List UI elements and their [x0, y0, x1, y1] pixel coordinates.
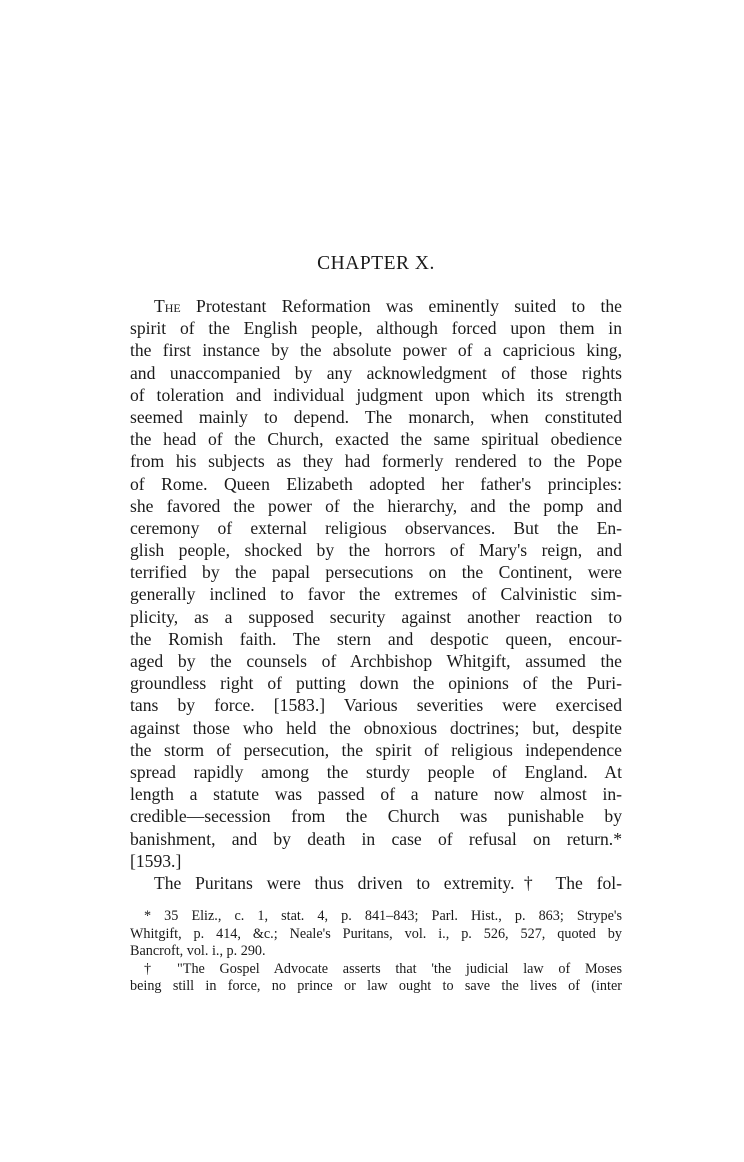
- body-line-18: groundless right of putting down the opinions of the Puri-: [130, 673, 622, 694]
- body-line-6: seemed mainly to depend. The monarch, when constituted: [130, 406, 622, 427]
- body-line-14: generally inclined to favor the extremes of Calvinistic sim-: [130, 584, 622, 605]
- body-line-19: tans by force. [1583.] Various severities were exercised: [130, 695, 622, 716]
- body-line-27: The Puritans were thus driven to extremity.† The fol-: [154, 872, 622, 893]
- body-line-2: spirit of the English people, although forced upon them in: [130, 318, 622, 339]
- body-line-22: spread rapidly among the sturdy people of England. At: [130, 761, 622, 782]
- body-line-3: the first instance by the absolute power of a capricious king,: [130, 340, 622, 361]
- body-line-23: length a statute was passed of a nature now almost in-: [130, 784, 622, 805]
- body-line-12: glish people, shocked by the horrors of Mary's reign, and: [130, 540, 622, 561]
- body-line-13: terrified by the papal persecutions on the Continent, were: [130, 562, 622, 583]
- body-line-10: she favored the power of the hierarchy, and the pomp and: [130, 495, 622, 516]
- body-line-20: against those who held the obnoxious doctrines; but, despite: [130, 717, 622, 738]
- body-line-25: banishment, and by death in case of refusal on return.*: [130, 828, 622, 849]
- body-line-5: of toleration and individual judgment upon which its strength: [130, 384, 622, 405]
- body-line-16: the Romish faith. The stern and despotic queen, encour-: [130, 628, 622, 649]
- footnote-1-line-2: Whitgift, p. 414, &c.; Neale's Puritans, vol. i., p. 526, 527, quoted by: [130, 925, 622, 942]
- footnote-2-line-1: † "The Gospel Advocate asserts that 'the judicial law of Moses: [144, 960, 622, 977]
- body-line-1: The Protestant Reformation was eminently suited to the: [154, 296, 622, 316]
- body-line-17: aged by the counsels of Archbishop Whitgift, assumed the: [130, 651, 622, 671]
- drop-word: The: [154, 296, 181, 316]
- body-line-9: of Rome. Queen Elizabeth adopted her father's principles:: [130, 473, 622, 494]
- footnotes: [130, 908, 622, 996]
- footnote-2-line-2: being still in force, no prince or law ought to save the lives of (inter: [130, 978, 622, 994]
- body-line-11: ceremony of external religious observances. But the En-: [130, 517, 622, 538]
- body-paragraph: [130, 295, 622, 894]
- body-line-21: the storm of persecution, the spirit of religious independence: [130, 739, 622, 760]
- footnote-1-line-1: * 35 Eliz., c. 1, stat. 4, p. 841–843; Parl. Hist., p. 863; Strype's: [144, 908, 622, 924]
- body-line-4: and unaccompanied by any acknowledgment of those rights: [130, 362, 622, 383]
- chapter-title: CHAPTER X.: [317, 253, 435, 274]
- body-line-8: from his subjects as they had formerly rendered to the Pope: [130, 451, 622, 472]
- body-line-24: credible—secession from the Church was punishable by: [130, 806, 622, 827]
- body-line-26: [1593.]: [130, 850, 182, 871]
- body-line-15: plicity, as a supposed security against another reaction to: [130, 606, 622, 627]
- body-line-7: the head of the Church, exacted the same spiritual obedience: [130, 429, 622, 450]
- footnote-1-line-3: Bancroft, vol. i., p. 290.: [130, 943, 266, 959]
